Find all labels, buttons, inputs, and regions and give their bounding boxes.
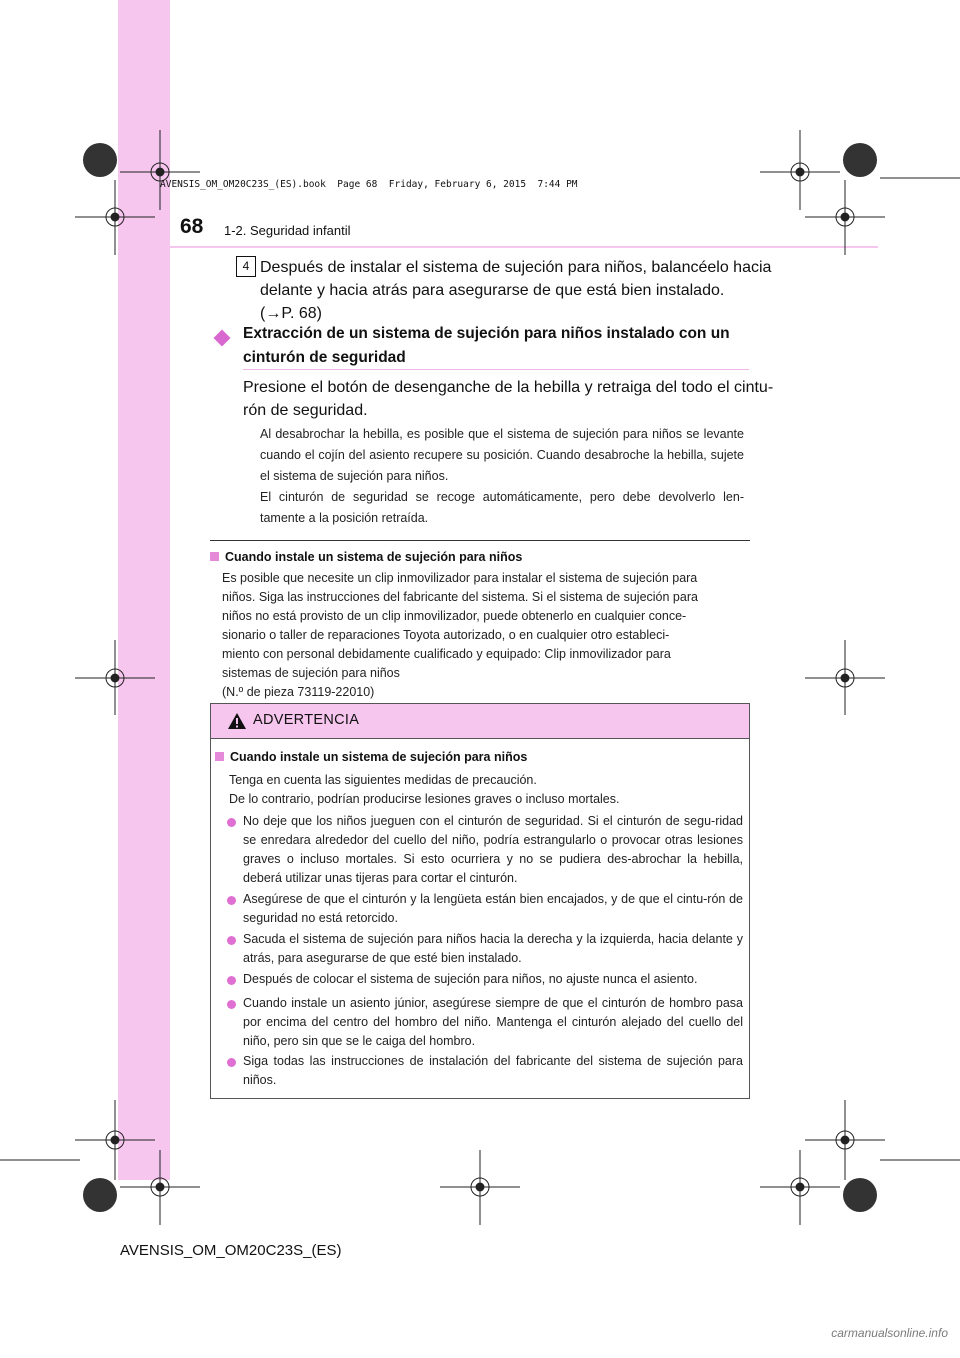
bullet-icon: [227, 976, 236, 985]
step-number-badge: 4: [236, 256, 256, 277]
warning-title: [215, 750, 527, 764]
model-code-footer: AVENSIS_OM_OM20C23S_(ES): [120, 1242, 342, 1259]
print-info-line: AVENSIS_OM_OM20C23S_(ES).book Page 68 Friday, February 6, 2015 7:44 PM: [160, 179, 578, 190]
instruction-line-1: Presione el botón de desenganche de la hebilla y retraiga del todo el cintu-: [243, 379, 774, 396]
section-title: 1-2. Seguridad infantil: [224, 223, 351, 238]
bullet-icon: [227, 896, 236, 905]
note-line: sionario o taller de reparaciones Toyota autorizado, o en cualquier otro estableci-: [222, 628, 670, 642]
page-number: 68: [180, 215, 204, 238]
note-line: niños. Siga las instrucciones del fabricante del sistema. Si el sistema de sujeción para: [222, 590, 698, 604]
step-text-line-2: delante y hacia atrás para asegurarse de que está bien instalado.: [260, 282, 725, 299]
warning-title-text: Cuando instale un sistema de sujeción para niños: [230, 750, 528, 764]
bullet-icon: [227, 1058, 236, 1067]
warning-box: [210, 703, 750, 1099]
step-text-line-1: Después de instalar el sistema de sujeción para niños, balancéelo hacia: [260, 259, 772, 276]
warning-item: Asegúrese de que el cinturón y la lengüeta están bien encajados, y de que el cintu-rón de seguridad no está retorcido.: [243, 892, 743, 925]
bullet-icon: [227, 1000, 236, 1009]
subsection-title-line-2: cinturón de seguridad: [243, 349, 406, 366]
square-bullet-icon: [215, 752, 224, 761]
note-line: miento con personal debidamente cualificado y equipado: Clip inmovilizador para: [222, 647, 671, 661]
subsection-title-line-1: Extracción de un sistema de sujeción para niños instalado con un: [243, 325, 730, 342]
detail-paragraph-1: Al desabrochar la hebilla, es posible que el sistema de sujeción para niños se levante cuando el cojín del asiento recupere su posición. Cuando desabroche la hebilla, sujete el sistema de sujeción para niños.: [260, 427, 744, 483]
warning-intro-line: De lo contrario, podrían producirse lesiones graves o incluso mortales.: [229, 792, 620, 806]
warning-triangle-icon: [227, 712, 247, 730]
warning-item: Después de colocar el sistema de sujeción para niños, no ajuste nunca el asiento.: [243, 972, 698, 986]
note-separator: [210, 540, 750, 541]
note-title-text: Cuando instale un sistema de sujeción para niños: [225, 550, 523, 564]
watermark: carmanualsonline.info: [831, 1326, 948, 1340]
warning-intro-line: Tenga en cuenta las siguientes medidas de precaución.: [229, 773, 537, 787]
warning-item: Siga todas las instrucciones de instalación del fabricante del sistema de sujeción para niños.: [243, 1054, 743, 1087]
note-title: [210, 550, 522, 564]
note-line: sistemas de sujeción para niños: [222, 666, 400, 680]
warning-item: Sacuda el sistema de sujeción para niños hacia la derecha y la izquierda, hacia delante y atrás, para asegurarse de que esté bien instalado.: [243, 932, 743, 965]
warning-label: ADVERTENCIA: [253, 712, 360, 728]
bullet-icon: [227, 818, 236, 827]
instruction-line-2: rón de seguridad.: [243, 402, 368, 419]
bullet-icon: [227, 936, 236, 945]
step-page-ref: (→P. 68): [260, 305, 322, 322]
subsection-rule: [243, 369, 749, 370]
note-line: niños no está provisto de un clip inmovilizador, puede obtenerlo en cualquier conce-: [222, 609, 687, 623]
note-line: Es posible que necesite un clip inmovilizador para instalar el sistema de sujeción para: [222, 571, 698, 585]
note-body: [222, 569, 744, 702]
square-bullet-icon: [210, 552, 219, 561]
subsection-title: [243, 322, 749, 370]
warning-item: Cuando instale un asiento júnior, asegúrese siempre de que el cinturón de hombro pasa por encima del centro del hombro del niño. Mantenga el cinturón alejado del cuello del niño, pero sin que se le caiga del hombro.: [243, 996, 743, 1048]
warning-intro: [229, 771, 619, 809]
detail-paragraph-2: El cinturón de seguridad se recoge automáticamente, pero debe devolverlo len-tamente a la posición retraída.: [260, 490, 744, 525]
warning-header: [211, 704, 749, 739]
note-line: (N.º de pieza 73119-22010): [222, 685, 375, 699]
warning-item: No deje que los niños jueguen con el cinturón de seguridad. Si el cinturón de segu-ridad se enredara alrededor del cuello del niño, podría estrangularlo o provocar otras lesiones graves o incluso mortales. Si esto ocurriera y no se pudiera des-abrochar la hebilla, deberá utilizar unas tijeras para cortar el cinturón.: [243, 814, 743, 885]
